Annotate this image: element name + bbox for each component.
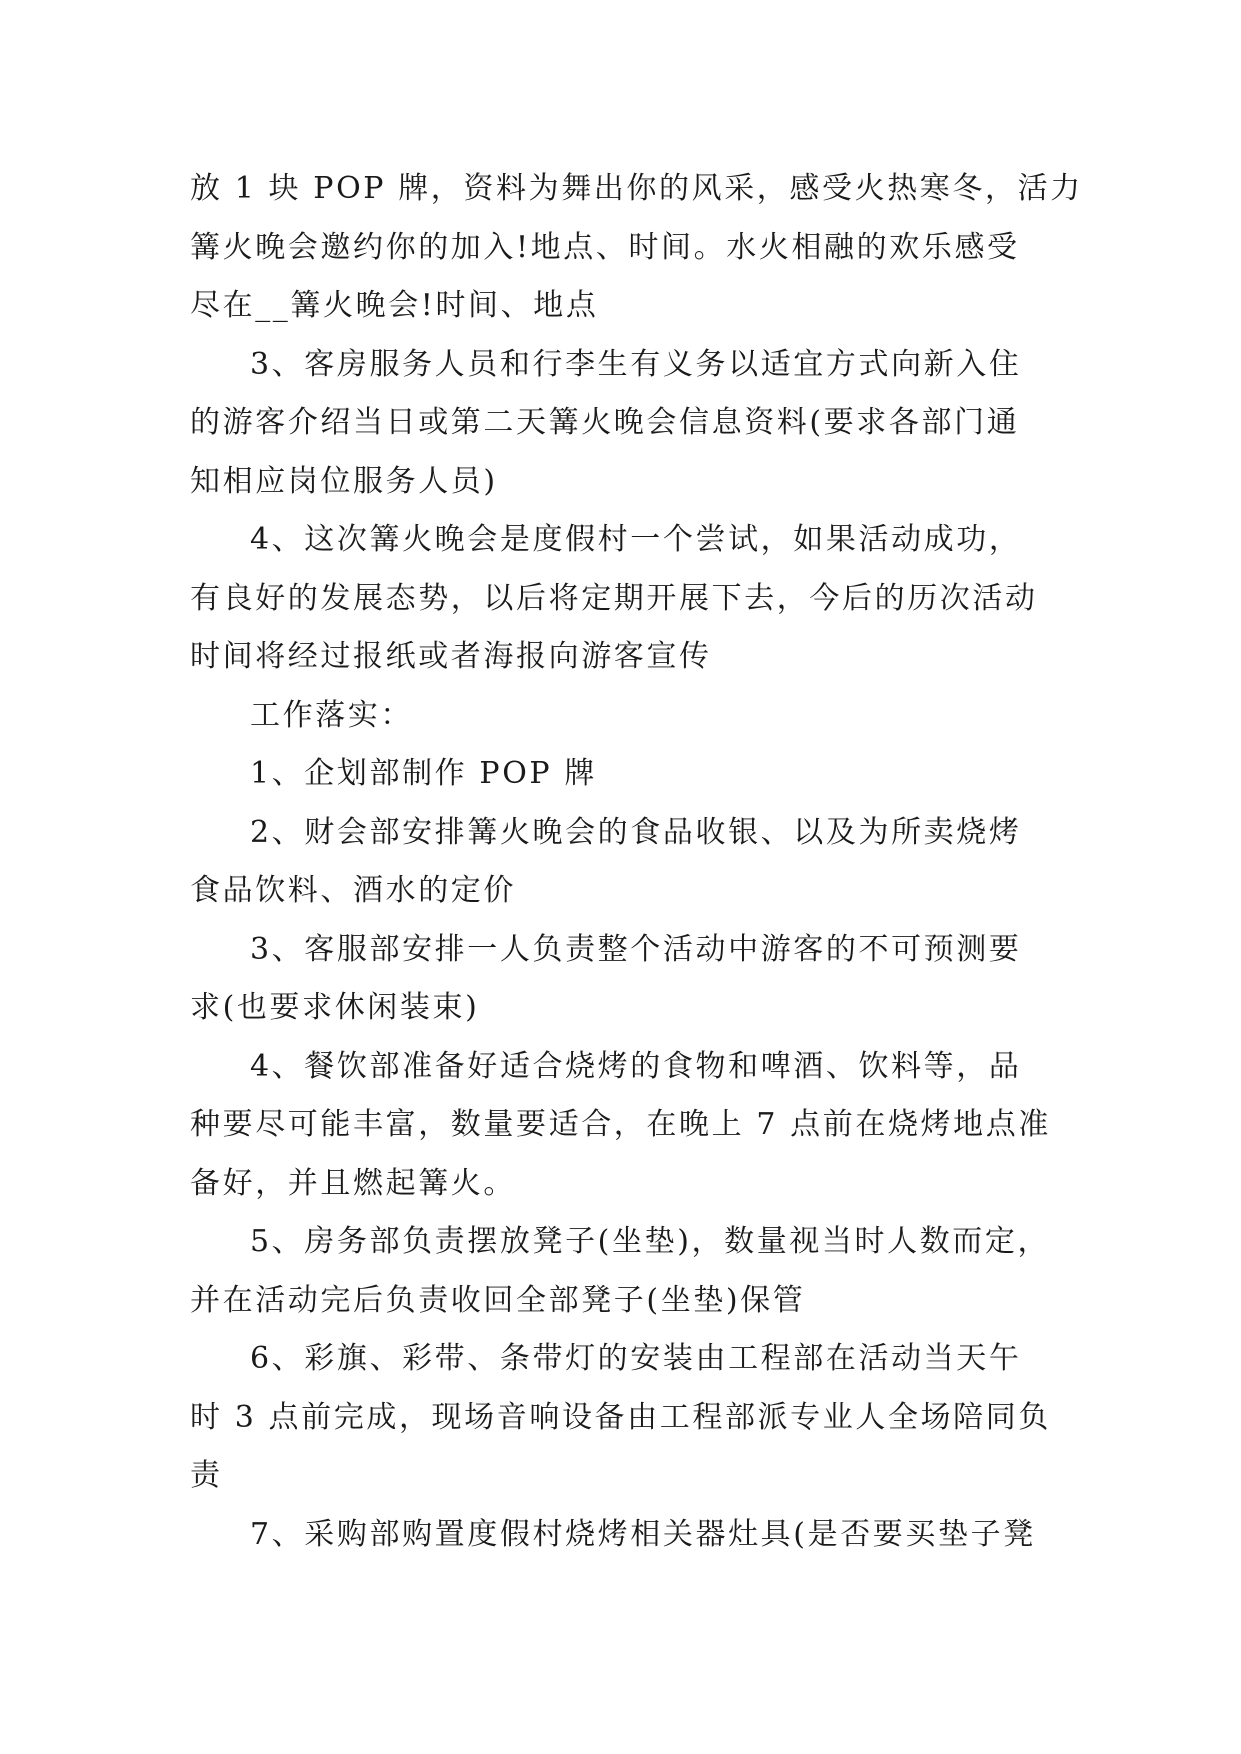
text-line: 6、彩旗、彩带、条带灯的安装由工程部在活动当天午 [250,1341,1022,1376]
paragraph-5 [190,745,1060,804]
text-line: 1、企划部制作 POP 牌 [250,756,597,791]
text-line: 3、客服部安排一人负责整个活动中游客的不可预测要 [250,931,1022,967]
text-line: 求(也要求休闲装束) [190,990,480,1025]
text-line: 时 3 点前完成，现场音响设备由工程部派专业人全场陪同负 [190,1399,1051,1435]
paragraph-2 [190,336,1060,512]
text-line: 种要尽可能丰富，数量要适合，在晚上 7 点前在烧烤地点准 [190,1107,1051,1142]
paragraph-9 [190,1213,1060,1330]
paragraph-7 [190,921,1060,1038]
text-line: 放 1 块 POP 牌，资料为舞出你的风采，感受火热寒冬，活力 [190,171,1083,206]
text-line: 责 [190,1458,223,1493]
text-line: 4、餐饮部准备好适合烧烤的食物和啤酒、饮料等，品 [250,1048,1022,1084]
paragraph-1 [190,160,1083,336]
text-line: 7、采购部购置度假村烧烤相关器灶具(是否要买垫子凳 [250,1516,1036,1552]
text-line: 并在活动完后负责收回全部凳子(坐垫)保管 [190,1282,806,1318]
text-line: 尽在__篝火晚会!时间、地点 [190,288,599,323]
paragraph-4-heading [190,687,1060,746]
text-line: 时间将经过报纸或者海报向游客宣传 [190,639,712,674]
paragraph-10 [190,1330,1060,1506]
section-heading: 工作落实： [250,697,413,733]
paragraph-11 [190,1506,1060,1565]
text-line: 2、财会部安排篝火晚会的食品收银、以及为所卖烧烤 [250,814,1022,850]
paragraph-3 [190,511,1060,687]
text-line: 备好，并且燃起篝火。 [190,1165,516,1201]
text-line: 知相应岗位服务人员) [190,463,498,499]
document-body [190,160,1083,1564]
text-line: 的游客介绍当日或第二天篝火晚会信息资料(要求各部门通 [190,405,1020,440]
paragraph-6 [190,804,1060,921]
text-line: 3、客房服务人员和行李生有义务以适宜方式向新入住 [250,346,1022,382]
text-line: 食品饮料、酒水的定价 [190,873,516,908]
paragraph-8 [190,1038,1060,1214]
text-line: 篝火晚会邀约你的加入!地点、时间。水火相融的欢乐感受 [190,229,1020,265]
text-line: 4、这次篝火晚会是度假村一个尝试，如果活动成功， [250,522,1022,557]
text-line: 有良好的发展态势，以后将定期开展下去，今后的历次活动 [190,580,1038,616]
text-line: 5、房务部负责摆放凳子(坐垫)，数量视当时人数而定， [250,1224,1051,1259]
